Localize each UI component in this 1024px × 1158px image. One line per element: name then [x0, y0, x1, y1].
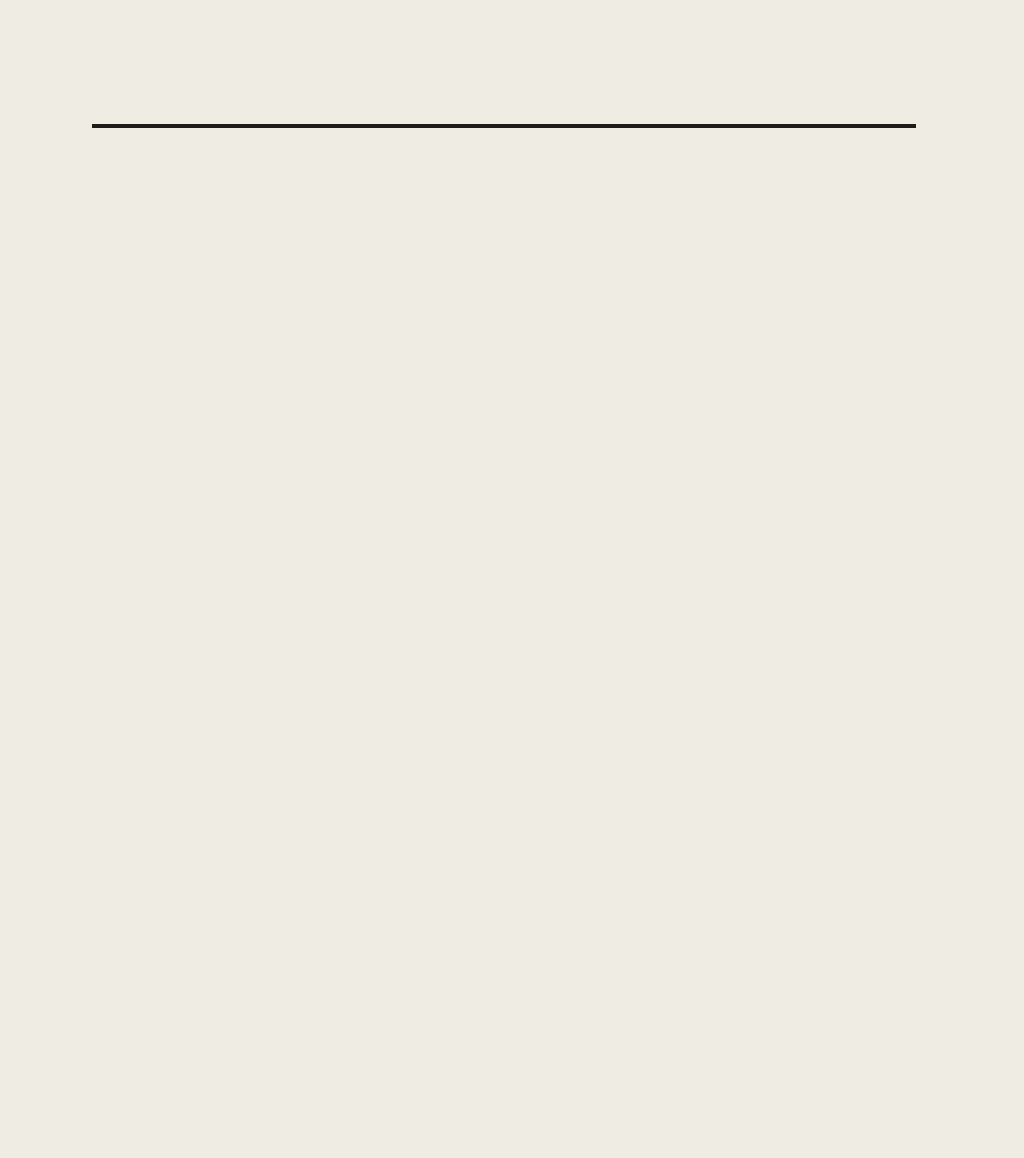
section-heading-poesie	[96, 230, 492, 272]
obsah-title	[92, 72, 916, 122]
title-rule	[92, 124, 916, 128]
right-column	[518, 232, 920, 260]
left-column	[96, 230, 492, 288]
